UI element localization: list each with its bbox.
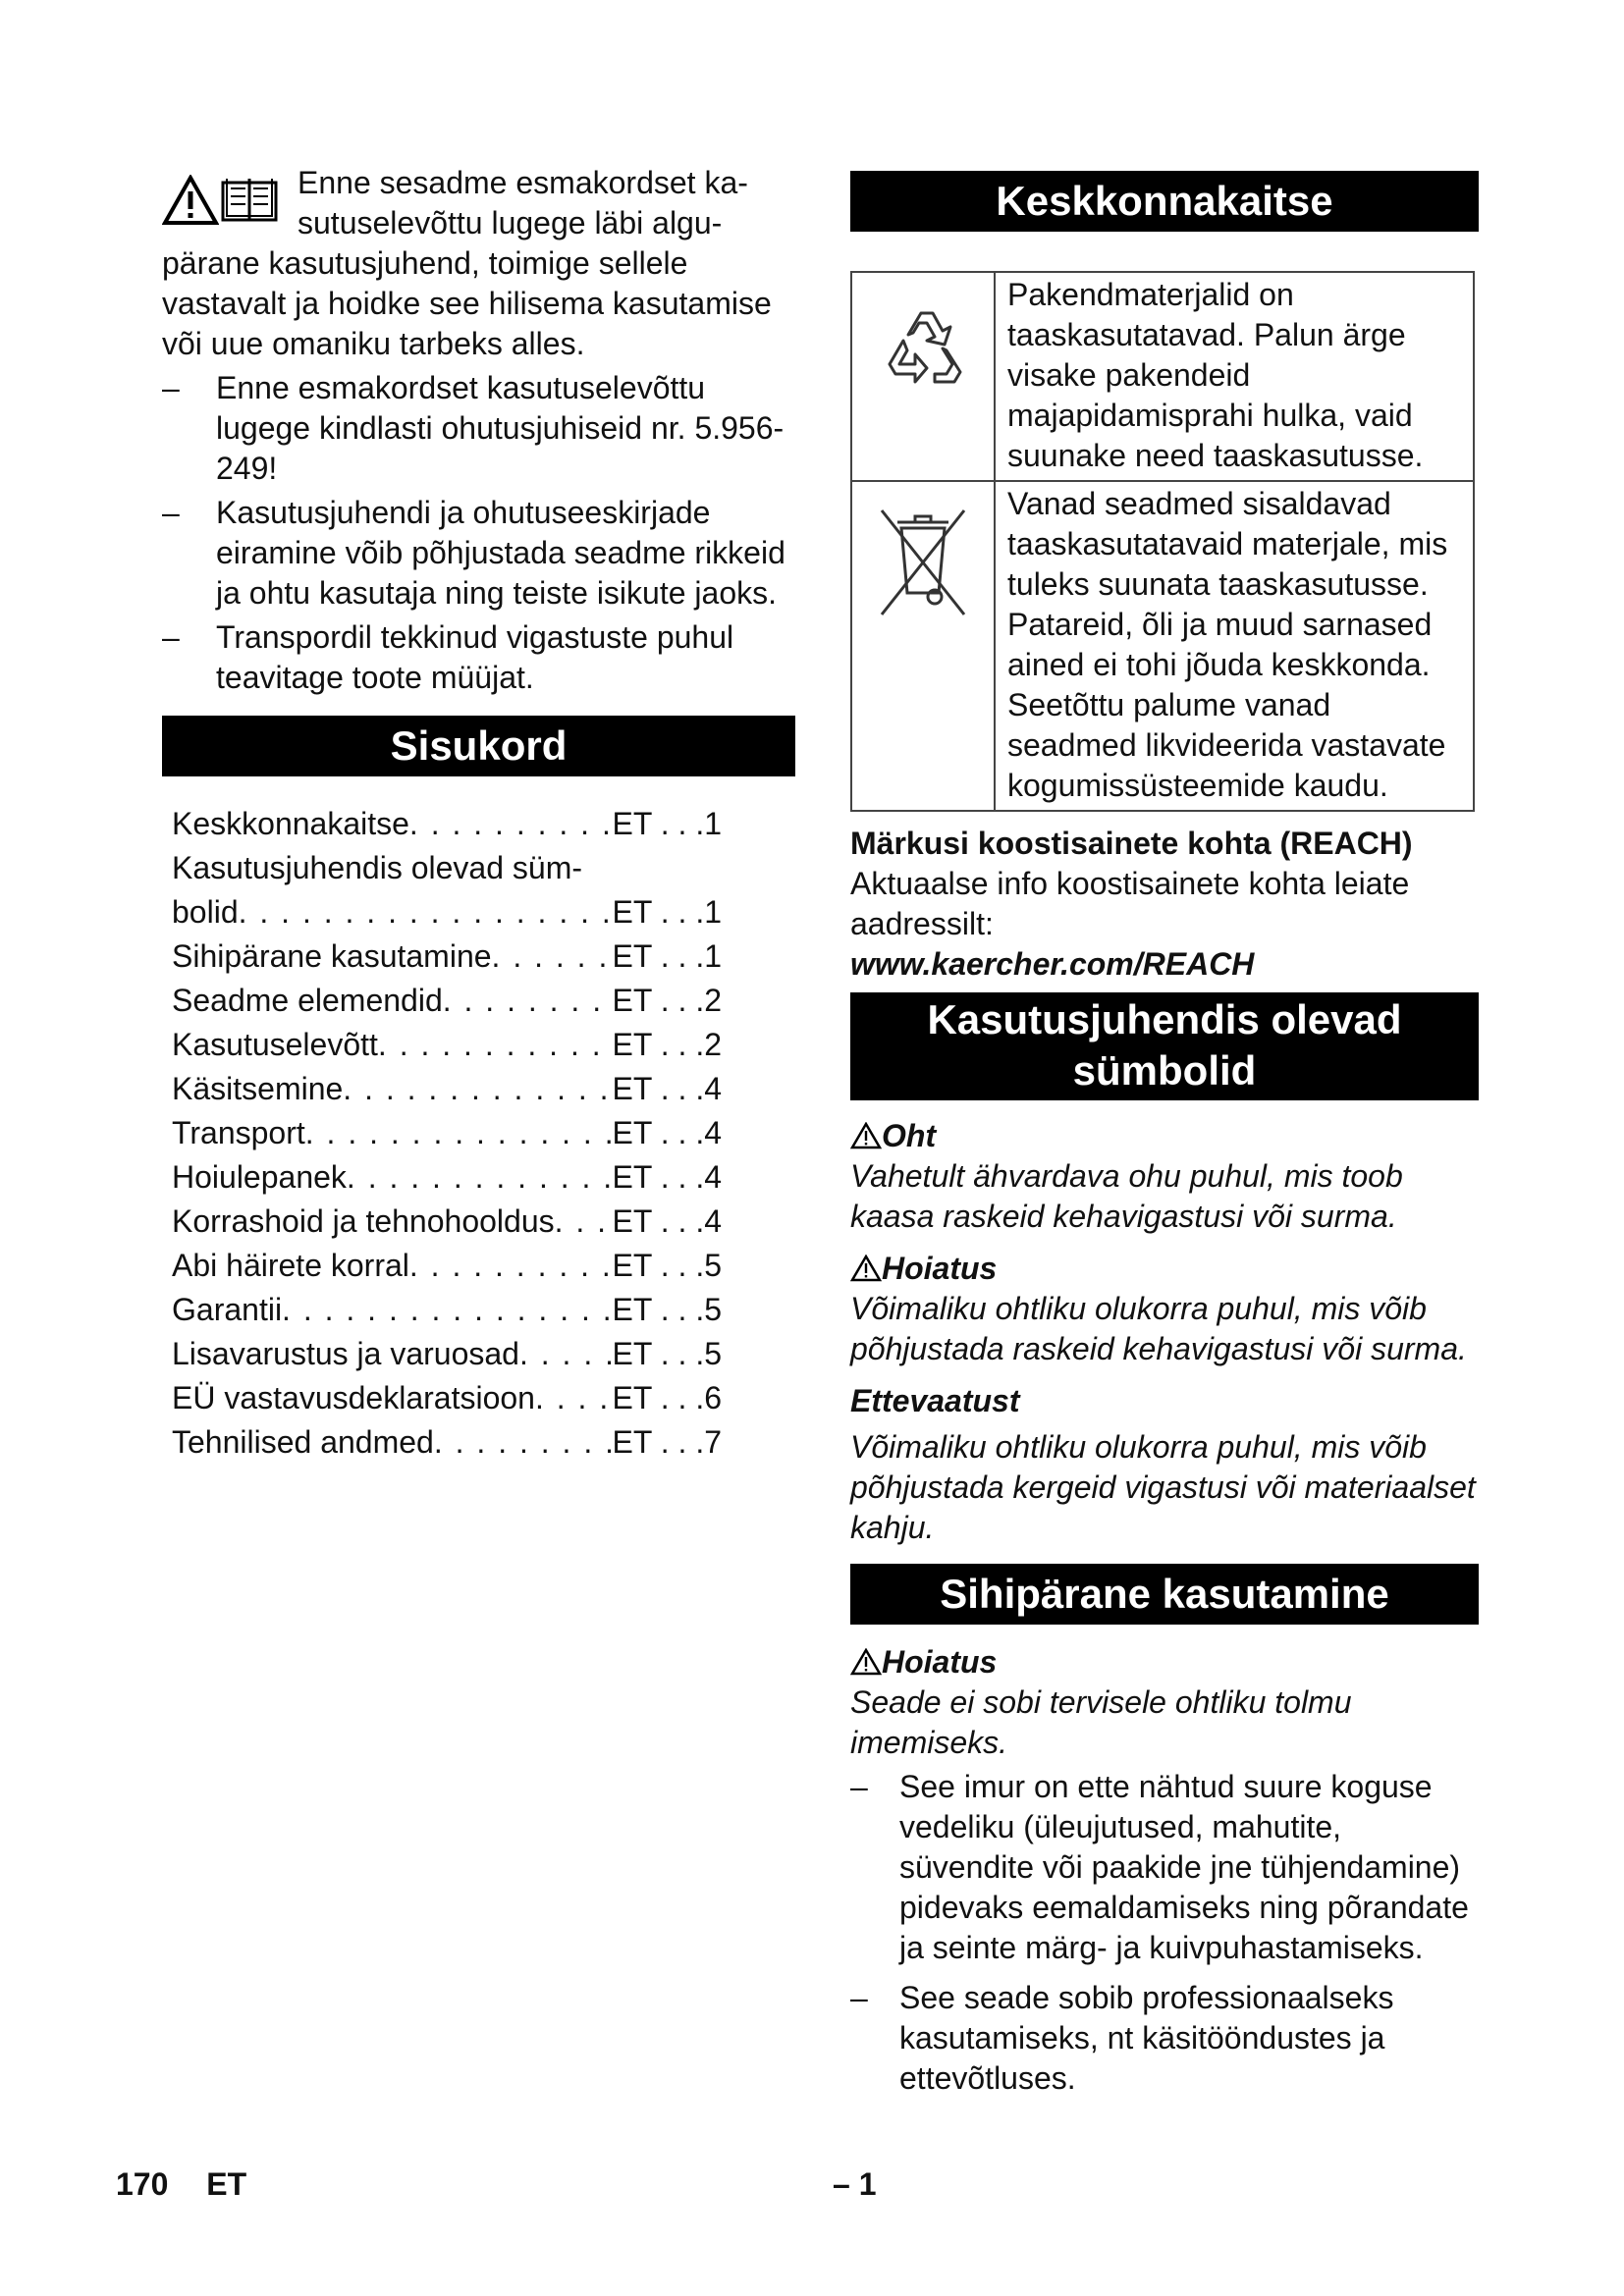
footer-page-number: 170 ET: [116, 2166, 247, 2202]
list-item: – See imur on ette nähtud suure koguse vedeliku (üleujutused, mahutite, süvendite või paakide jne tühjendamine) pidevaks eemaldamiseks ning põrandate ja seinte märg- ja kuivpuhastamiseks.: [850, 1769, 1469, 1965]
environment-heading: Keskkonnakaitse: [850, 171, 1479, 232]
toc-entry[interactable]: Hoiulepanek . . . ET . . .4: [172, 1157, 722, 1201]
reach-text: Aktuaalse info koostisainete kohta leiate aadressilt:: [850, 866, 1410, 941]
toc-heading: Sisukord: [162, 716, 795, 776]
left-column: [162, 163, 795, 1467]
use-warning-label: Hoiatus: [882, 1644, 998, 1680]
toc-entry[interactable]: Abi häirete korral . . . ET . . .5: [172, 1246, 722, 1290]
intended-use-bullets: [850, 1767, 1479, 2099]
toc-entry[interactable]: Kasutuselevõtt . . . ET . . .2: [172, 1025, 722, 1069]
toc-entry[interactable]: Tehnilised andmed . . . ET . . .7: [172, 1422, 722, 1467]
warning-icon: [162, 175, 219, 226]
warning-icon: [850, 1255, 882, 1282]
use-warning-text: Seade ei sobi tervisele ohtliku tolmu imemiseks.: [850, 1684, 1352, 1760]
environment-text-packaging: Pakendmaterjalid on taaskasutatavad. Palun ärge visake pakendeid majapidamisprahi hulka, vaid suunake need taaskasutusse.: [995, 272, 1474, 481]
oht-text: Vahetult ähvardava ohu puhul, mis toob kaasa raskeid kehavigastusi või surma.: [850, 1158, 1403, 1234]
table-of-contents: [162, 804, 722, 1467]
list-item: – Enne esmakordset kasutuselevõttu lugege kindlasti ohutusjuhiseid nr. 5.956-249!: [162, 370, 785, 486]
intro-line-2: sutuselevõttu lugege läbi algu-: [298, 205, 723, 240]
list-item: – Transpordil tekkinud vigastuste puhul teavitage toote müüjat.: [162, 619, 734, 695]
toc-entry[interactable]: Transport . . . ET . . .4: [172, 1113, 722, 1157]
footer-section-page: – 1: [833, 2166, 877, 2202]
symbol-oht: [850, 1116, 1479, 1237]
manual-book-icon: [219, 175, 280, 226]
environment-text-old-devices: Vanad seadmed sisaldavad taaskasutatavaid materjale, mis tuleks suunata taaskasutusse. Patareid, õli ja muud sarnased ained ei tohi jõuda keskkonda. Seetõttu palume vanad seadmed likvideerida vastavate kogumissüsteemide kaudu.: [995, 481, 1474, 811]
right-column: [850, 171, 1479, 2099]
toc-entry[interactable]: Kasutusjuhendis olevad süm- bolid . . . ET . . .1: [172, 848, 722, 936]
crossed-bin-icon: [874, 499, 972, 626]
intended-use-warning: [850, 1642, 1479, 1763]
reach-section: [850, 824, 1479, 985]
ettevaatust-text: Võimaliku ohtliku olukorra puhul, mis võib põhjustada kergeid vigastusi või materiaalset kahju.: [850, 1429, 1476, 1545]
toc-entry[interactable]: Keskkonnakaitse . . . ET . . .1: [172, 804, 722, 848]
intro-block: [162, 163, 795, 364]
list-item: – Kasutusjuhendi ja ohutuseeskirjade eiramine võib põhjustada seadme rikkeid ja ohtu kasutaja ning teiste isikute jaoks.: [162, 495, 785, 611]
toc-entry[interactable]: Sihipärane kasutamine . . . ET . . .1: [172, 936, 722, 981]
intro-line-1: Enne sesadme esmakordset ka-: [298, 165, 748, 200]
toc-entry[interactable]: Korrashoid ja tehnohooldus . . . ET . . .4: [172, 1201, 722, 1246]
symbol-ettevaatust: [850, 1381, 1479, 1548]
oht-label: Oht: [882, 1118, 937, 1153]
toc-entry[interactable]: Käsitsemine . . . ET . . .4: [172, 1069, 722, 1113]
reach-link[interactable]: www.kaercher.com/REACH: [850, 946, 1255, 982]
symbol-hoiatus: [850, 1249, 1479, 1369]
recycling-icon: [874, 295, 972, 394]
warning-icon: [850, 1648, 882, 1676]
toc-entry[interactable]: Lisavarustus ja varuosad . . . ET . . .5: [172, 1334, 722, 1378]
list-item: – See seade sobib professionaalseks kasutamiseks, nt käsitööndustes ja ettevõtluses.: [850, 1980, 1394, 2096]
environment-table: [850, 271, 1475, 812]
intro-text: pärane kasutusjuhend, toimige sellele vastavalt ja hoidke see hilisema kasutamise või uue omaniku tarbeks alles.: [162, 245, 772, 361]
table-row: [851, 272, 1474, 481]
hoiatus-text: Võimaliku ohtliku olukorra puhul, mis võib põhjustada raskeid kehavigastusi või surma.: [850, 1291, 1467, 1366]
toc-entry[interactable]: Seadme elemendid . . . ET . . .2: [172, 981, 722, 1025]
table-row: [851, 481, 1474, 811]
hoiatus-label: Hoiatus: [882, 1251, 998, 1286]
intro-bullets: [162, 368, 795, 698]
toc-entry[interactable]: EÜ vastavusdeklaratsioon . . . ET . . .6: [172, 1378, 722, 1422]
ettevaatust-label: Ettevaatust: [850, 1383, 1020, 1418]
intended-use-heading: Sihipärane kasutamine: [850, 1564, 1479, 1625]
symbols-heading: Kasutusjuhendis olevad sümbolid: [850, 992, 1479, 1100]
warning-icon: [850, 1122, 882, 1149]
toc-entry[interactable]: Garantii . . . ET . . .5: [172, 1290, 722, 1334]
reach-title: Märkusi koostisainete kohta (REACH): [850, 826, 1413, 861]
